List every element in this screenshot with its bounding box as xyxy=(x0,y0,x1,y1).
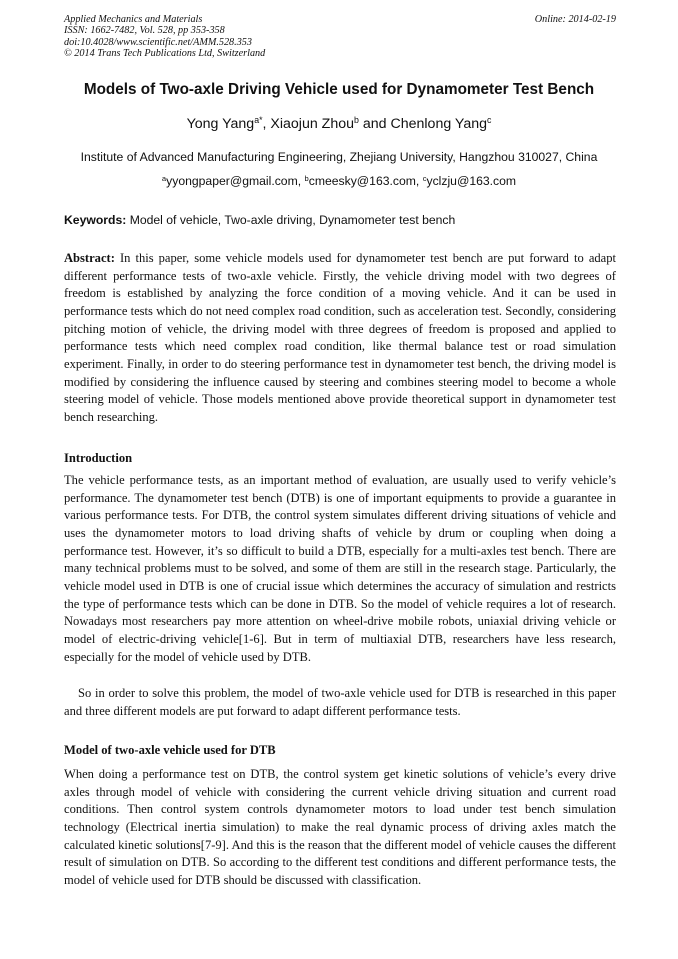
paper-title: Models of Two-axle Driving Vehicle used for Dynamometer Test Bench xyxy=(83,81,595,98)
journal-header xyxy=(64,14,616,59)
author-name: Chenlong Yang xyxy=(390,116,487,132)
section-heading-model: Model of two-axle vehicle used for DTB xyxy=(64,743,276,757)
email-link[interactable]: yyongpaper@gmail.com xyxy=(166,174,298,188)
abstract-label: Abstract: xyxy=(64,251,115,265)
author-list: Yong Yang$^{a*}$, Xiaojun Zhou$^b$ and Chenlong Yang$^c$ xyxy=(186,115,492,132)
email-link[interactable]: cmeesky@163.com xyxy=(308,174,416,188)
keywords-text: Model of vehicle, Two-axle driving, Dynamometer test bench xyxy=(126,213,456,227)
email-link[interactable]: yclzju@163.com xyxy=(426,174,517,188)
intro-paragraph-2: So in order to solve this problem, the model of two-axle vehicle used for DTB is researched in this paper and three different models are put forward to adapt different performance tests. xyxy=(64,686,616,718)
abstract xyxy=(64,250,616,427)
email-list: $^a$yyongpaper@gmail.com, $^b$cmeesky@163.com, $^c$yclzju@163.com xyxy=(161,173,517,188)
online-date: Online: 2014-02-19 xyxy=(534,14,616,25)
model-paragraph-1: When doing a performance test on DTB, the control system get kinetic solutions of vehicle’s every drive axles through model of vehicle with considering the current vehicle driving situation and current road conditions. Then control system controls dynamometer motors to load under test bench simulation technology (Electrical inertia simulation) to make the real dynamic process of driving axles match the calculated kinetic solutions[7-9]. And this is the reason that the different model of vehicle causes the different result of simulation on DTB. So according to the different test conditions and different performance tests, the model of vehicle used for DTB should be discussed with classification. xyxy=(64,767,616,887)
author-affil-mark: b xyxy=(354,115,359,126)
keywords-label: Keywords: xyxy=(64,213,127,227)
intro-paragraph-1: The vehicle performance tests, as an important method of evaluation, are usually used to verify vehicle’s performance. The dynamometer test bench (DTB) is one of important equipments to provide a guarantee in various performance tests. For DTB, the control system simulates different driving situations of vehicle and uses the dynamometer motors to load driving shafts of vehicle by drum or coupling when doing a performance test. However, it’s so difficult to build a DTB, especially for a multi-axles test bench. There are many technical problems must to be solved, and some of them are still in the research stage. Particularly, the vehicle model used in DTB is one of crucial issue which determines the accuracy of simulation and restricts the type of performance tests which can be done in DTB. So the model of vehicle requires a lot of research. Nowadays most researchers pay more attention on wheel-drive mobile robots, uniaxial driving vehicle or model of electric-driving vehicle[1-6]. But in term of multiaxial DTB, researchers have less research, especially for the model of vehicle used by DTB. xyxy=(64,473,616,664)
journal-name: Applied Mechanics and Materials xyxy=(64,14,203,25)
issn-line: ISSN: 1662-7482, Vol. 528, pp 353-358 xyxy=(64,25,225,37)
author-affil-mark: a* xyxy=(254,115,263,126)
doi-line[interactable]: doi:10.4028/www.scientific.net/AMM.528.353 xyxy=(64,36,252,48)
author-affil-mark: c xyxy=(487,115,492,126)
author-name: Yong Yang xyxy=(186,116,255,132)
section-heading-introduction: Introduction xyxy=(64,451,133,465)
affiliation: Institute of Advanced Manufacturing Engineering, Zhejiang University, Hangzhou 310027, China xyxy=(80,150,598,164)
abstract-text: In this paper, some vehicle models used for dynamometer test bench are put forward to adapt different performance tests of two-axle vehicle. Firstly, the vehicle driving model with two degrees of freedom is established by analyzing the force condition of a moving vehicle. And it can be used in performance tests which do not need complex road condition, such as acceleration test. Secondly, considering pitching motion of vehicle, the driving model with three degrees of freedom is proposed and applied to performance tests which need complex road condition, like thermal balance test or road simulation experiment. Finally, in order to do steering performance test in dynamometer test bench, the driving model is modified by considering the influence caused by steering and combines steering model to become a whole steering model of vehicle. Those models mentioned above provide theoretical support in dynamometer test bench researching. xyxy=(64,251,616,424)
copyright-line: © 2014 Trans Tech Publications Ltd, Switzerland xyxy=(64,47,266,59)
keywords xyxy=(64,213,616,227)
author-name: Xiaojun Zhou xyxy=(270,116,355,132)
